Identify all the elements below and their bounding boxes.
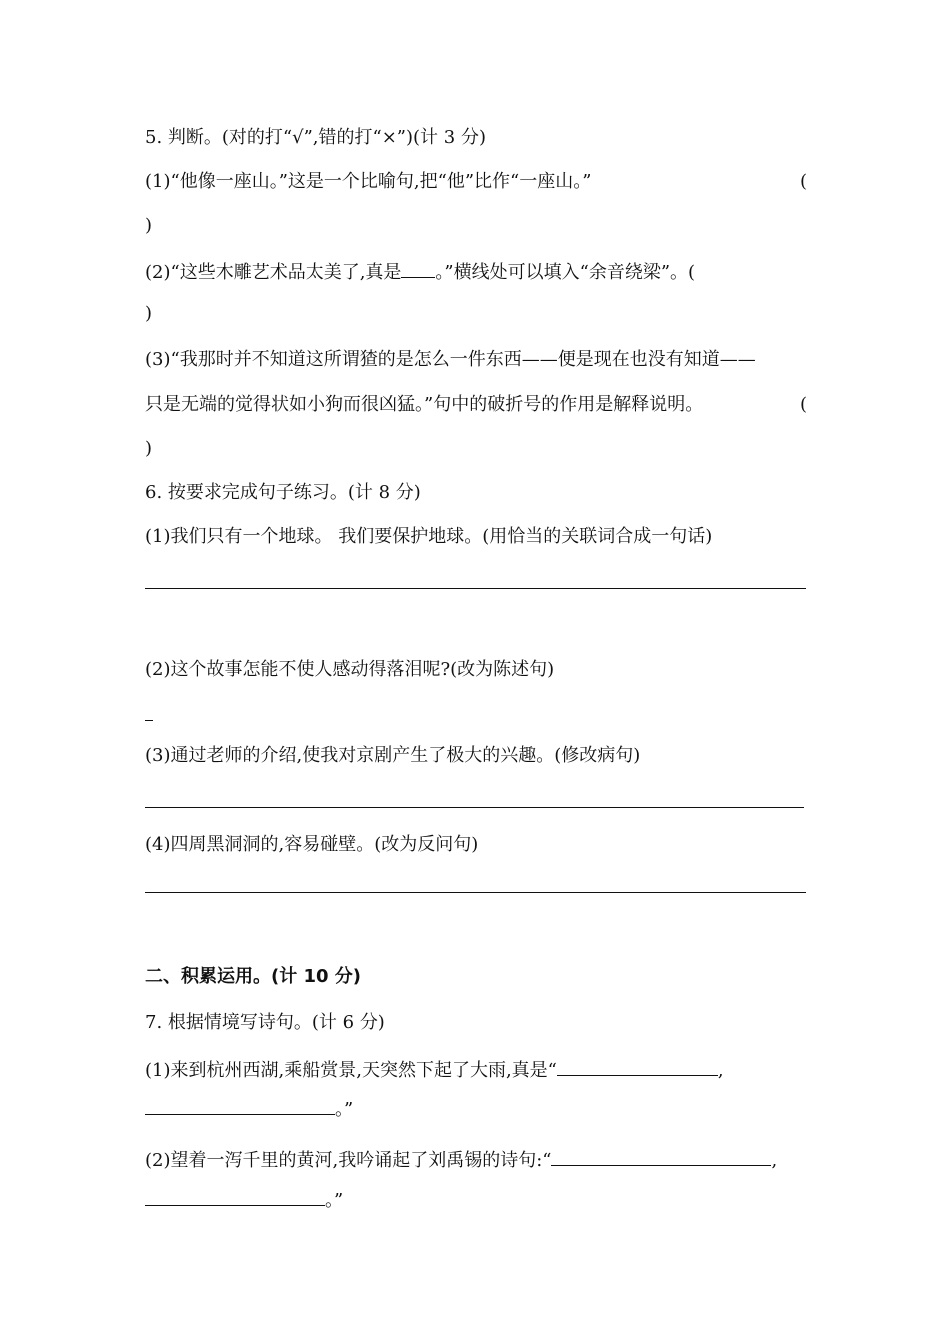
q7-item1 [145, 1057, 724, 1082]
q7-item2-comma: , [771, 1150, 778, 1171]
q5-item2-post: 。”横线处可以填入“余音绕梁”。( [435, 262, 696, 283]
q7-item2-blank1[interactable] [551, 1147, 771, 1166]
q6-item3: (3)通过老师的介绍,使我对京剧产生了极大的兴趣。(修改病句) [145, 745, 641, 766]
q7-item1-end: 。” [335, 1099, 354, 1120]
section2-heading: 二、积累运用。(计 10 分) [145, 966, 362, 987]
q6-item2: (2)这个故事怎能不使人感动得落泪呢?(改为陈述句) [145, 659, 555, 680]
q6-item4: (4)四周黑洞洞的,容易碰壁。(改为反问句) [145, 834, 479, 855]
q7-item1-comma: , [717, 1060, 724, 1081]
q7-title: 7. 根据情境写诗句。(计 6 分) [145, 1012, 385, 1033]
q5-item1-text: (1)“他像一座山。”这是一个比喻句,把“他”比作“一座山。” [145, 171, 592, 192]
q7-item1-blank1[interactable] [557, 1057, 718, 1076]
q5-title: 5. 判断。(对的打“√”,错的打“×”)(计 3 分) [145, 127, 486, 148]
q7-item1-line2 [145, 1096, 353, 1121]
q7-item1-blank2[interactable] [145, 1096, 335, 1115]
q5-item2-text [145, 259, 695, 284]
q5-item1-answer-close: ) [145, 215, 153, 236]
q5-item3-line1: (3)“我那时并不知道这所谓猹的是怎么一件东西——便是现在也没有知道—— [145, 349, 756, 370]
q7-item2 [145, 1147, 777, 1172]
q5-item2-pre: (2)“这些木雕艺术品太美了,真是 [145, 262, 402, 283]
q5-item2-answer-close: ) [145, 303, 153, 324]
q6-item1-answer-line[interactable] [145, 588, 806, 589]
q5-item3-answer-open[interactable]: ( [800, 394, 808, 415]
q7-item1-pre: (1)来到杭州西湖,乘船赏景,天突然下起了大雨,真是“ [145, 1060, 557, 1081]
q7-item2-blank2[interactable] [145, 1187, 325, 1206]
q5-item1-answer-open[interactable]: ( [800, 171, 808, 192]
q7-item2-line2 [145, 1187, 343, 1212]
q6-title: 6. 按要求完成句子练习。(计 8 分) [145, 482, 421, 503]
q6-item4-answer-line[interactable] [145, 892, 806, 893]
q5-item3-answer-close: ) [145, 438, 153, 459]
q6-item2-answer-line[interactable] [145, 720, 153, 721]
q7-item2-pre: (2)望着一泻千里的黄河,我吟诵起了刘禹锡的诗句:“ [145, 1150, 552, 1171]
q6-item1: (1)我们只有一个地球。 我们要保护地球。(用恰当的关联词合成一句话) [145, 526, 713, 547]
q5-item3-line2: 只是无端的觉得状如小狗而很凶猛。”句中的破折号的作用是解释说明。 [145, 394, 704, 415]
q7-item2-end: 。” [325, 1190, 344, 1211]
q6-item3-answer-line[interactable] [145, 807, 804, 808]
q5-item2-blank[interactable] [401, 259, 435, 278]
